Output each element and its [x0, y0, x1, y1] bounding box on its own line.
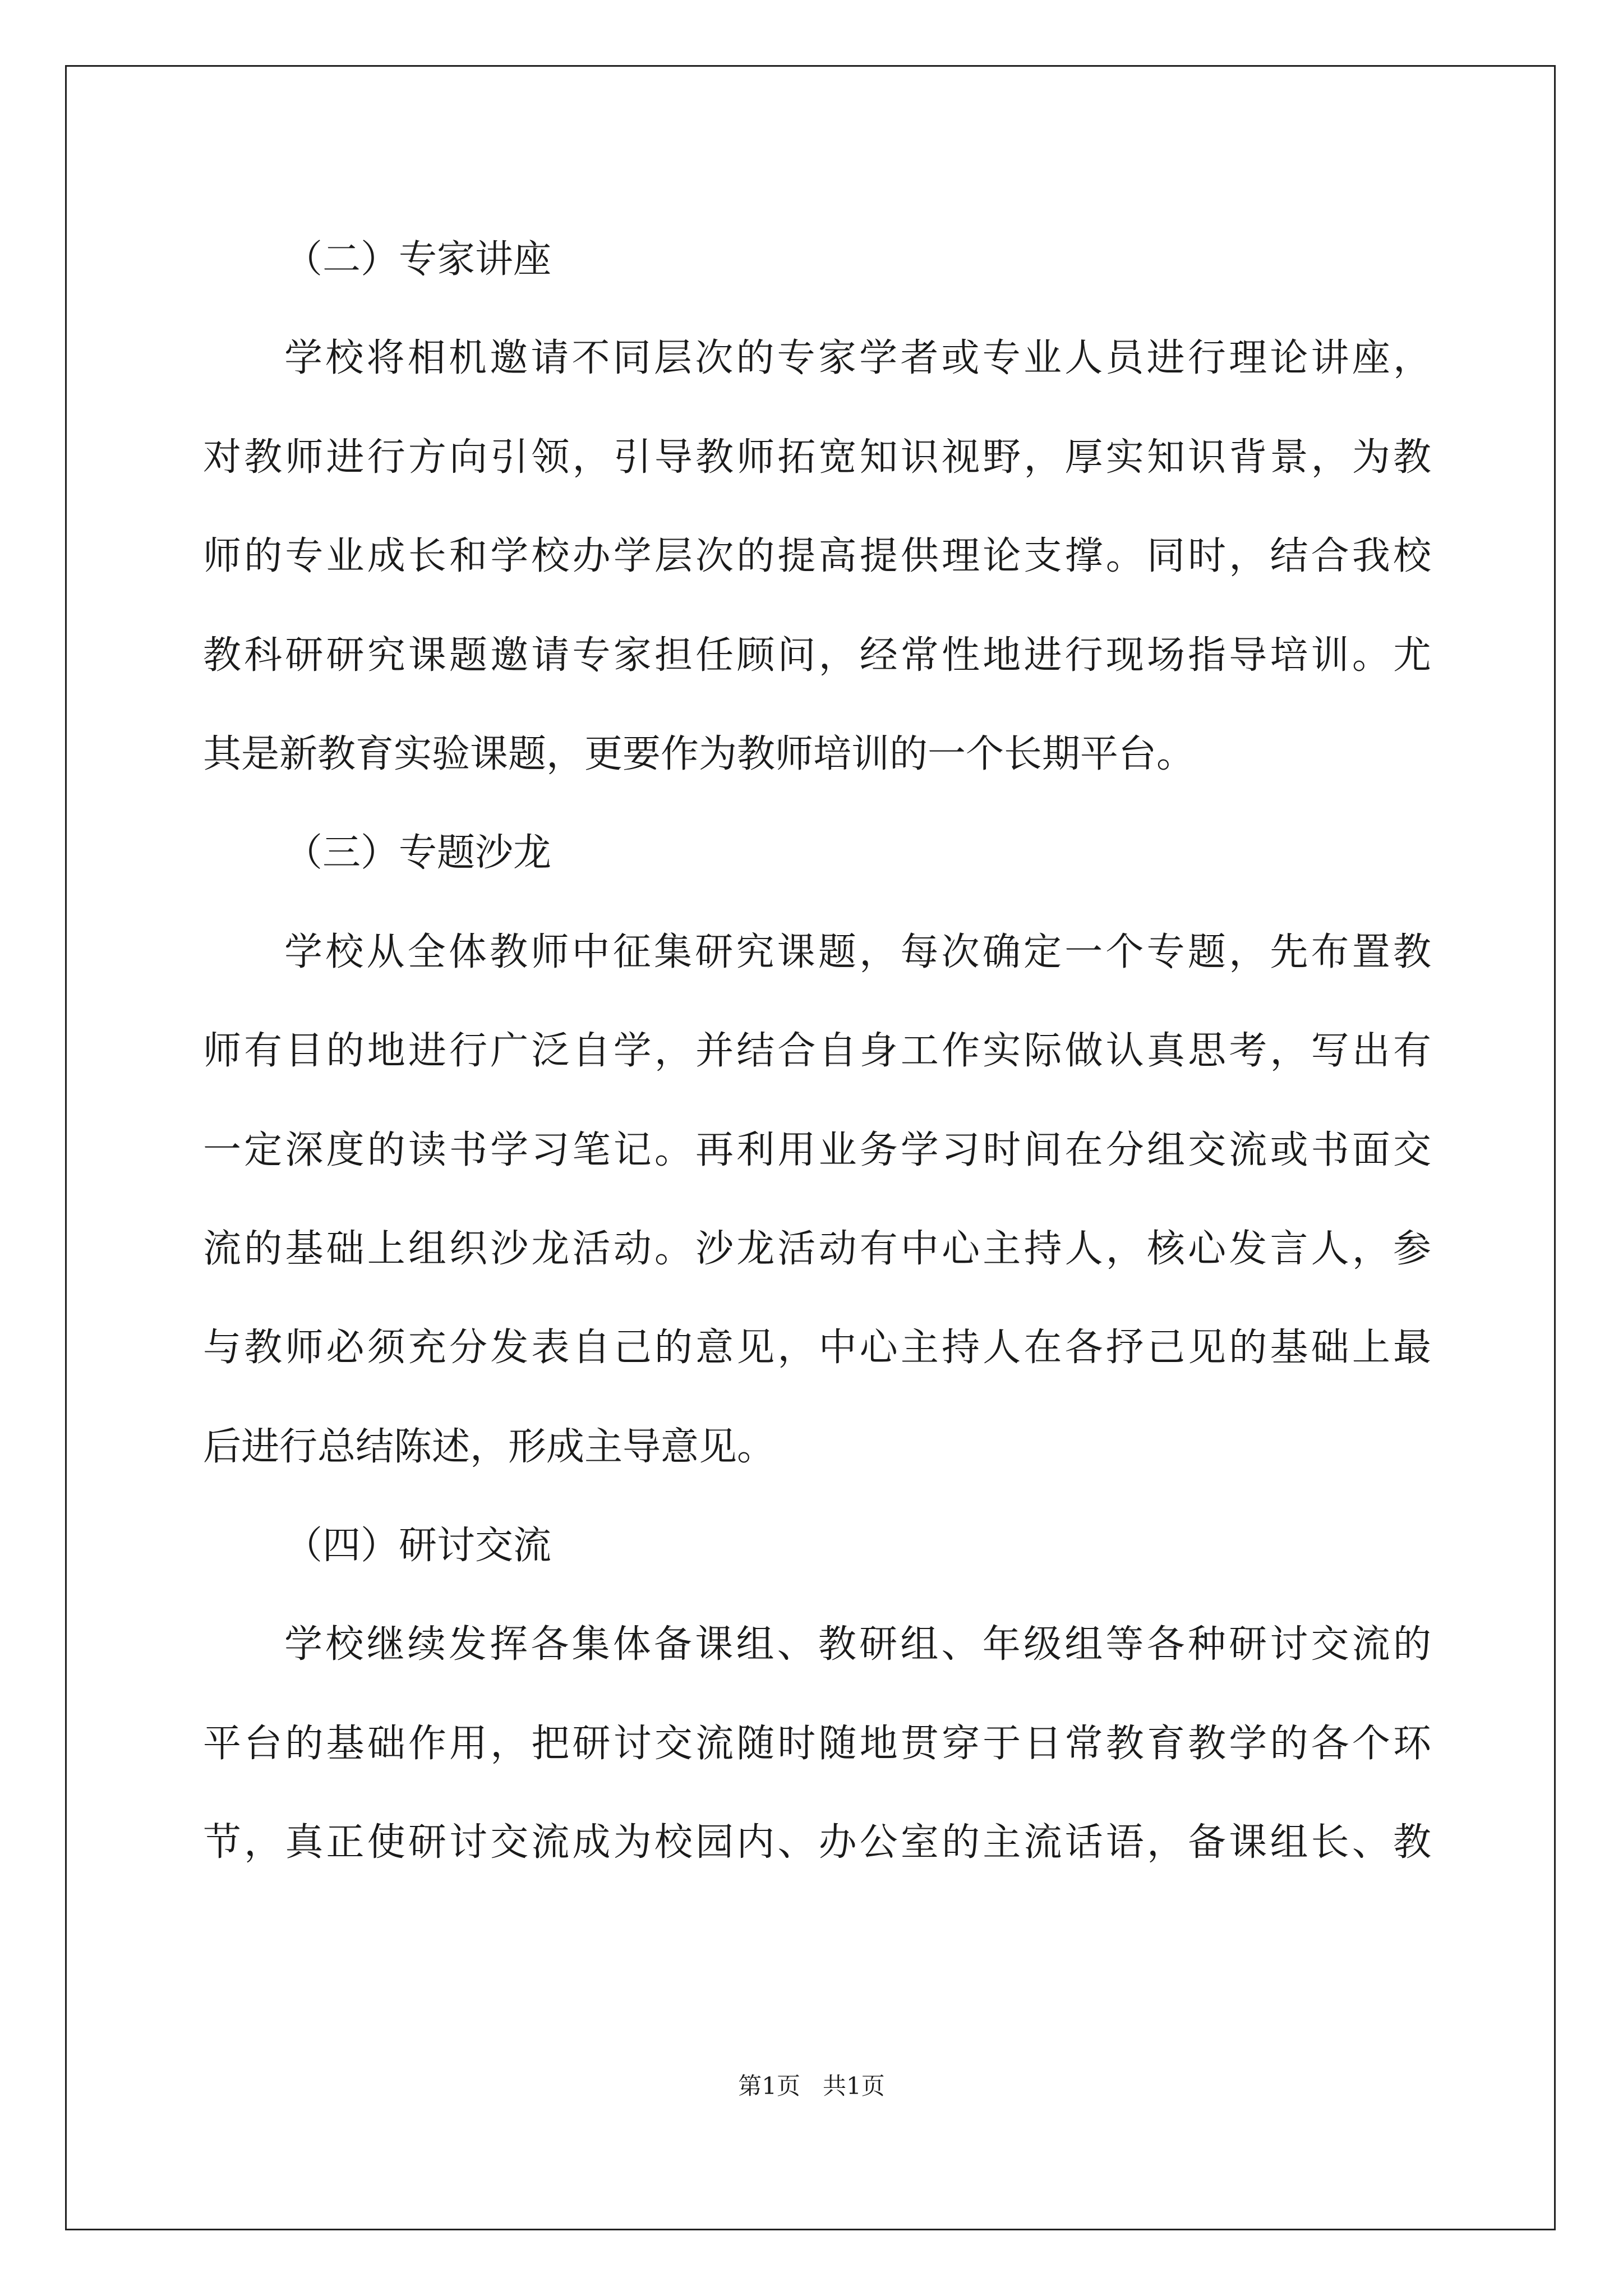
paragraph-line: 一定深度的读书学习笔记。再利用业务学习时间在分组交流或书面交 [203, 1128, 1431, 1172]
paragraph-line: 流的基础上组织沙龙活动。沙龙活动有中心主持人，核心发言人，参 [203, 1226, 1431, 1271]
paragraph-line: 学校将相机邀请不同层次的专家学者或专业人员进行理论讲座， [284, 336, 1431, 381]
page-footer [0, 2068, 1623, 2101]
paragraph-line: 节，真正使研讨交流成为校园内、办公室的主流话语，备课组长、教 [203, 1820, 1431, 1865]
paragraph-line: 学校从全体教师中征集研究课题，每次确定一个专题，先布置教 [284, 930, 1431, 974]
document-body [203, 210, 1431, 1893]
section-heading-4: （四）研讨交流 [284, 1524, 552, 1568]
paragraph-line: 后进行总结陈述，形成主导意见。 [203, 1424, 776, 1469]
paragraph-line: 师有目的地进行广泛自学，并结合自身工作实际做认真思考，写出有 [203, 1029, 1431, 1074]
section-heading-2: （二）专家讲座 [284, 237, 552, 282]
paragraph-line: 对教师进行方向引领，引导教师拓宽知识视野，厚实知识背景，为教 [203, 435, 1431, 480]
page-number-label: 第1页 共1页 [738, 2072, 885, 2100]
paragraph-line: 与教师必须充分发表自己的意见，中心主持人在各抒己见的基础上最 [203, 1326, 1431, 1370]
paragraph-line: 师的专业成长和学校办学层次的提高提供理论支撑。同时，结合我校 [203, 534, 1431, 579]
section-heading-3: （三）专题沙龙 [284, 831, 552, 876]
paragraph-line: 平台的基础作用，把研讨交流随时随地贯穿于日常教育教学的各个环 [203, 1721, 1431, 1766]
paragraph-line: 其是新教育实验课题，更要作为教师培训的一个长期平台。 [203, 731, 1195, 776]
paragraph-line: 教科研研究课题邀请专家担任顾问，经常性地进行现场指导培训。尤 [203, 633, 1431, 678]
paragraph-line: 学校继续发挥各集体备课组、教研组、年级组等各种研讨交流的 [284, 1622, 1431, 1667]
